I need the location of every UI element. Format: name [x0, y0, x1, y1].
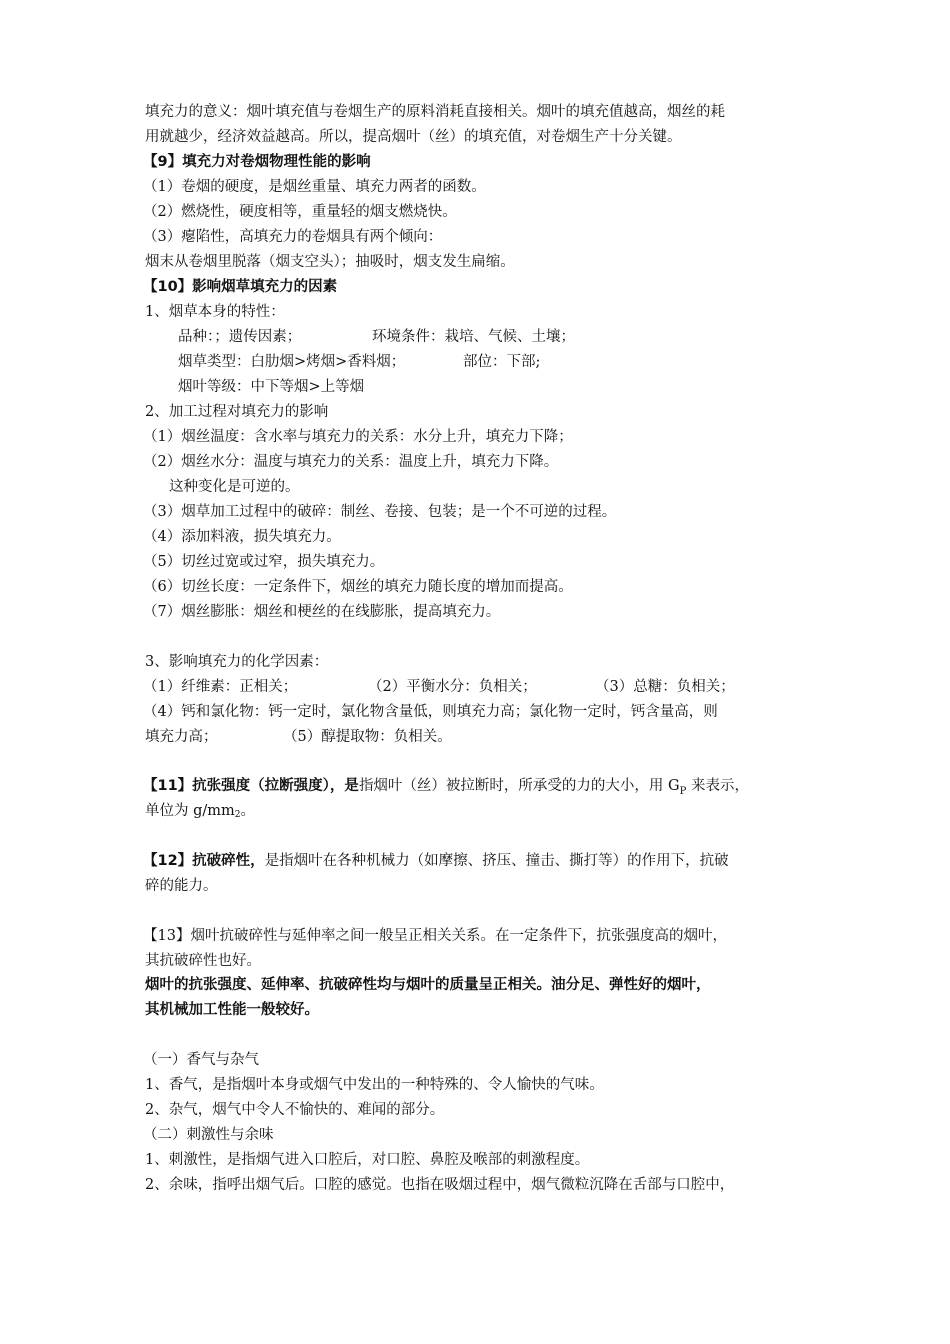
section-11 [143, 776, 749, 798]
section-heading-12: 【12】抗破碎性， [143, 853, 265, 869]
section-text: 来表示， [686, 778, 749, 794]
paragraph-line: 碎的能力。 [145, 878, 218, 894]
superscript: 2 [234, 810, 241, 820]
paragraph-line: 用就越少，经济效益越高。所以，提高烟叶（丝）的填充值，对卷烟生产十分关键。 [145, 129, 682, 145]
list-item: （4）添加料液，损失填充力。 [143, 529, 341, 545]
list-item: 1、刺激性，是指烟气进入口腔后，对口腔、鼻腔及喉部的刺激程度。 [145, 1152, 590, 1168]
list-item: 2、余味，指呼出烟气后。口腔的感觉。也指在吸烟过程中，烟气微粒沉降在舌部与口腔中， [145, 1177, 735, 1193]
list-item: （1）卷烟的硬度，是烟丝重量、填充力两者的函数。 [143, 179, 486, 195]
list-item: 这种变化是可逆的。 [169, 479, 300, 495]
section-12 [143, 851, 729, 873]
paragraph-line: 其抗破碎性也好。 [145, 953, 261, 969]
list-item: （5）醇提取物：负相关。 [283, 729, 452, 745]
section-text: 是指烟叶在各种机械力（如摩擦、挤压、撞击、撕打等）的作用下，抗破 [264, 853, 729, 869]
subscript: P [679, 786, 687, 797]
list-item: （3）烟草加工过程中的破碎：制丝、卷接、包装；是一个不可逆的过程。 [143, 504, 617, 520]
section-heading-10: 【10】影响烟草填充力的因素 [143, 279, 338, 295]
list-item: （2）平衡水分：负相关； [368, 679, 537, 695]
section-13: 【13】烟叶抗破碎性与延伸率之间一般呈正相关关系。在一定条件下，抗张强度高的烟叶， [143, 928, 727, 944]
list-item: （4）钙和氯化物：钙一定时，氯化物含量低，则填充力高；氯化物一定时，钙含量高，则 [143, 704, 718, 720]
subheading: （一）香气与杂气 [143, 1052, 259, 1068]
bold-paragraph-line: 烟叶的抗张强度、延伸率、抗破碎性均与烟叶的质量呈正相关。油分足、弹性好的烟叶， [145, 977, 711, 993]
section-text: 指烟叶（丝）被拉断时，所承受的力的大小，用 G [358, 778, 680, 794]
list-item: 部位：下部; [463, 354, 541, 370]
list-item: 品种：；遗传因素； [178, 329, 302, 345]
list-item: 填充力高； [145, 729, 218, 745]
list-item: （5）切丝过宽或过窄，损失填充力。 [143, 554, 385, 570]
list-item: （3）总糖：负相关； [595, 679, 735, 695]
list-item: （6）切丝长度：一定条件下，烟丝的填充力随长度的增加而提高。 [143, 579, 573, 595]
list-item: 烟叶等级：中下等烟>上等烟 [178, 379, 365, 395]
section-heading-11: 【11】抗张强度（拉断强度），是 [143, 778, 359, 794]
list-item: 1、烟草本身的特性： [145, 304, 285, 320]
paragraph-line: 填充力的意义：烟叶填充值与卷烟生产的原料消耗直接相关。烟叶的填充值越高，烟丝的耗 [145, 104, 725, 120]
list-item: 2、加工过程对填充力的影响 [145, 404, 329, 420]
unit-text: 单位为 g/mm [145, 803, 235, 819]
subheading: （二）刺激性与余味 [143, 1127, 274, 1143]
list-item: 2、杂气，烟气中令人不愉快的、难闻的部分。 [145, 1102, 445, 1118]
list-item: （7）烟丝膨胀：烟丝和梗丝的在线膨胀，提高填充力。 [143, 604, 501, 620]
section-11-unit [145, 801, 255, 823]
section-heading-9: 【9】填充力对卷烟物理性能的影响 [143, 154, 371, 170]
list-item: （1）烟丝温度：含水率与填充力的关系：水分上升，填充力下降； [143, 429, 573, 445]
list-item: 3、影响填充力的化学因素： [145, 654, 329, 670]
list-item: （2）燃烧性，硬度相等，重量轻的烟支燃烧快。 [143, 204, 457, 220]
list-item: （1）纤维素：正相关； [143, 679, 298, 695]
list-item: （3）瘪陷性，高填充力的卷烟具有两个倾向： [143, 229, 443, 245]
unit-end: 。 [240, 803, 256, 819]
list-item: （2）烟丝水分：温度与填充力的关系：温度上升，填充力下降。 [143, 454, 559, 470]
list-item: 1、香气，是指烟叶本身或烟气中发出的一种特殊的、令人愉快的气味。 [145, 1077, 604, 1093]
list-item: 环境条件：栽培、气候、土壤； [372, 329, 575, 345]
bold-paragraph-line: 其机械加工性能一般较好。 [145, 1002, 319, 1018]
list-item: 烟草类型：白肋烟>烤烟>香料烟； [178, 354, 406, 370]
paragraph-line: 烟末从卷烟里脱落（烟支空头）；抽吸时，烟支发生扁缩。 [145, 254, 515, 270]
